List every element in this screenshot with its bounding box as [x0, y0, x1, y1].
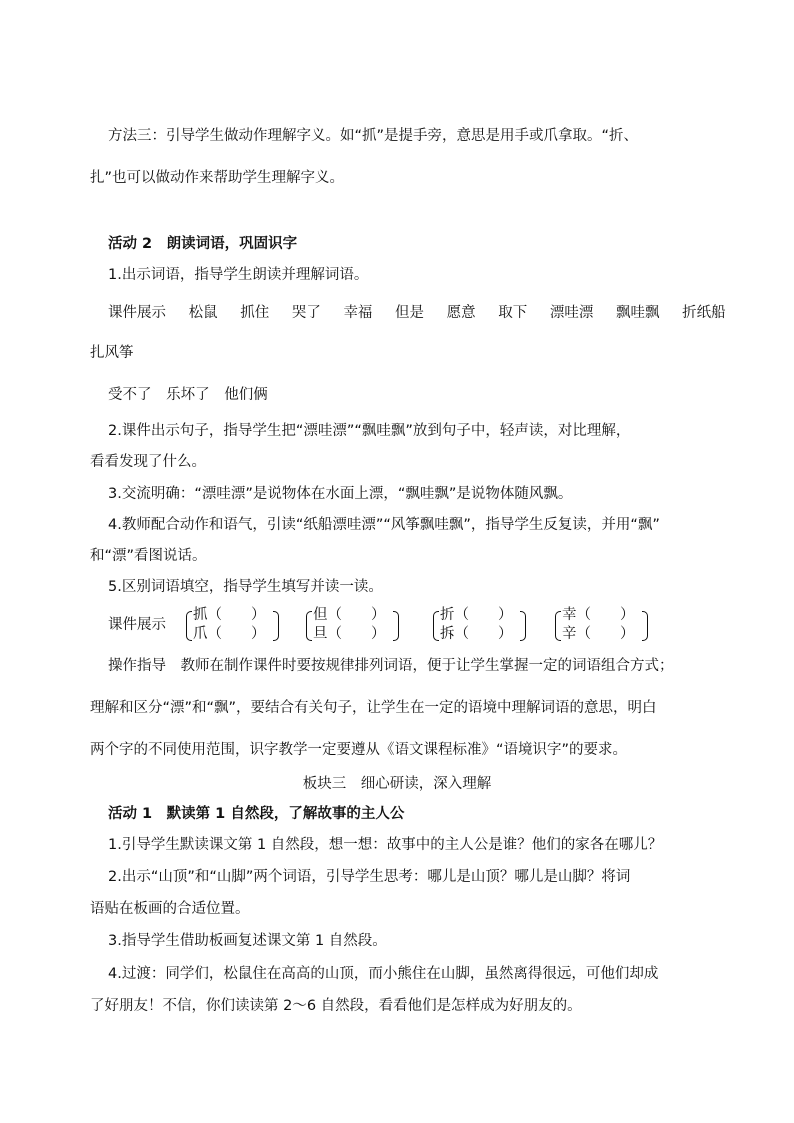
right-brace-icon	[273, 611, 279, 641]
fill-group	[433, 605, 533, 645]
word-item: 哭了	[291, 305, 321, 321]
fill-item: 辛（ ）	[562, 626, 635, 642]
fill-item: 拆（ ）	[440, 626, 513, 642]
word-item: 飘哇飘	[615, 305, 660, 321]
word-list-row2: 扎风筝	[90, 345, 134, 361]
fill-item: 折（ ）	[440, 607, 513, 623]
word-list-row1	[108, 303, 726, 323]
word-item: 但是	[395, 305, 425, 321]
activity2-step5: 5.区别词语填空，指导学生填写并读一读。	[108, 579, 383, 595]
word-item: 乐坏了	[166, 387, 210, 403]
section3-step4-line1: 4.过渡：同学们，松鼠住在高高的山顶，而小熊住在山脚，虽然离得很远，可他们却成	[108, 966, 659, 982]
word-item: 取下	[498, 305, 528, 321]
section3-step1: 1.引导学生默读课文第 1 自然段，想一想：故事中的主人公是谁？他们的家各在哪儿？	[108, 837, 663, 853]
fill-item: 旦（ ）	[313, 626, 386, 642]
activity2-step2-line1: 2.课件出示句子，指导学生把“漂哇漂”“飘哇飘”放到句子中，轻声读，对比理解，	[108, 423, 631, 439]
activity2-step4-line1: 4.教师配合动作和语气，引读“纸船漂哇漂”“风筝飘哇飘”，指导学生反复读，并用“飘”	[108, 517, 660, 533]
left-brace-icon	[433, 611, 439, 641]
guide-line1: 操作指导 教师在制作课件时要按规律排列词语，便于让学生掌握一定的词语组合方式；	[108, 658, 674, 674]
right-brace-icon	[520, 611, 526, 641]
fill-group	[555, 605, 655, 645]
fill-display-label: 课件展示	[108, 617, 166, 633]
fill-item: 幸（ ）	[562, 607, 635, 623]
activity2-step1: 1.出示词语，指导学生朗读并理解词语。	[108, 267, 369, 283]
left-brace-icon	[306, 611, 312, 641]
section3-title: 板块三 细心研读，深入理解	[302, 776, 492, 792]
activity2-step3: 3.交流明确：“漂哇漂”是说物体在水面上漂，“飘哇飘”是说物体随风飘。	[108, 486, 573, 502]
word-item: 幸福	[343, 305, 373, 321]
method3-line2: 扎”也可以做动作来帮助学生理解字义。	[90, 170, 345, 186]
section3-activity1-title: 活动 1 默读第 1 自然段，了解故事的主人公	[108, 806, 405, 822]
word-item: 抓住	[240, 305, 270, 321]
fill-group	[186, 605, 286, 645]
word-item: 他们俩	[224, 387, 268, 403]
right-brace-icon	[393, 611, 399, 641]
left-brace-icon	[186, 611, 192, 641]
activity2-step2-line2: 看看发现了什么。	[90, 454, 206, 470]
word-item: 松鼠	[188, 305, 218, 321]
section3-step2-line1: 2.出示“山顶”和“山脚”两个词语，引导学生思考：哪儿是山顶？哪儿是山脚？将词	[108, 869, 631, 885]
word-item: 折纸船	[682, 305, 726, 321]
word-list-row3	[108, 385, 286, 405]
word-item: 受不了	[108, 387, 152, 403]
guide-line3: 两个字的不同使用范围，识字教学一定要遵从《语文课程标准》“语境识字”的要求。	[90, 742, 628, 758]
word-item: 愿意	[446, 305, 476, 321]
word-display-label: 课件展示	[108, 305, 166, 321]
fill-group	[306, 605, 406, 645]
method3-line1: 方法三：引导学生做动作理解字义。如“抓”是提手旁，意思是用手或爪拿取。“折、	[108, 128, 639, 144]
fill-item: 抓（ ）	[193, 607, 266, 623]
left-brace-icon	[555, 611, 561, 641]
activity2-step4-line2: 和“漂”看图说话。	[90, 548, 207, 564]
fill-item: 但（ ）	[313, 607, 386, 623]
section3-step2-line2: 语贴在板画的合适位置。	[90, 901, 250, 917]
section3-step3: 3.指导学生借助板画复述课文第 1 自然段。	[108, 933, 387, 949]
activity2-title: 活动 2 朗读词语，巩固识字	[108, 236, 298, 252]
section3-step4-line2: 了好朋友！不信，你们读读第 2～6 自然段，看看他们是怎样成为好朋友的。	[90, 998, 582, 1014]
guide-line2: 理解和区分“漂”和“飘”，要结合有关句子，让学生在一定的语境中理解词语的意思，明白	[90, 700, 657, 716]
fill-item: 爪（ ）	[193, 626, 266, 642]
right-brace-icon	[642, 611, 648, 641]
word-item: 漂哇漂	[549, 305, 594, 321]
